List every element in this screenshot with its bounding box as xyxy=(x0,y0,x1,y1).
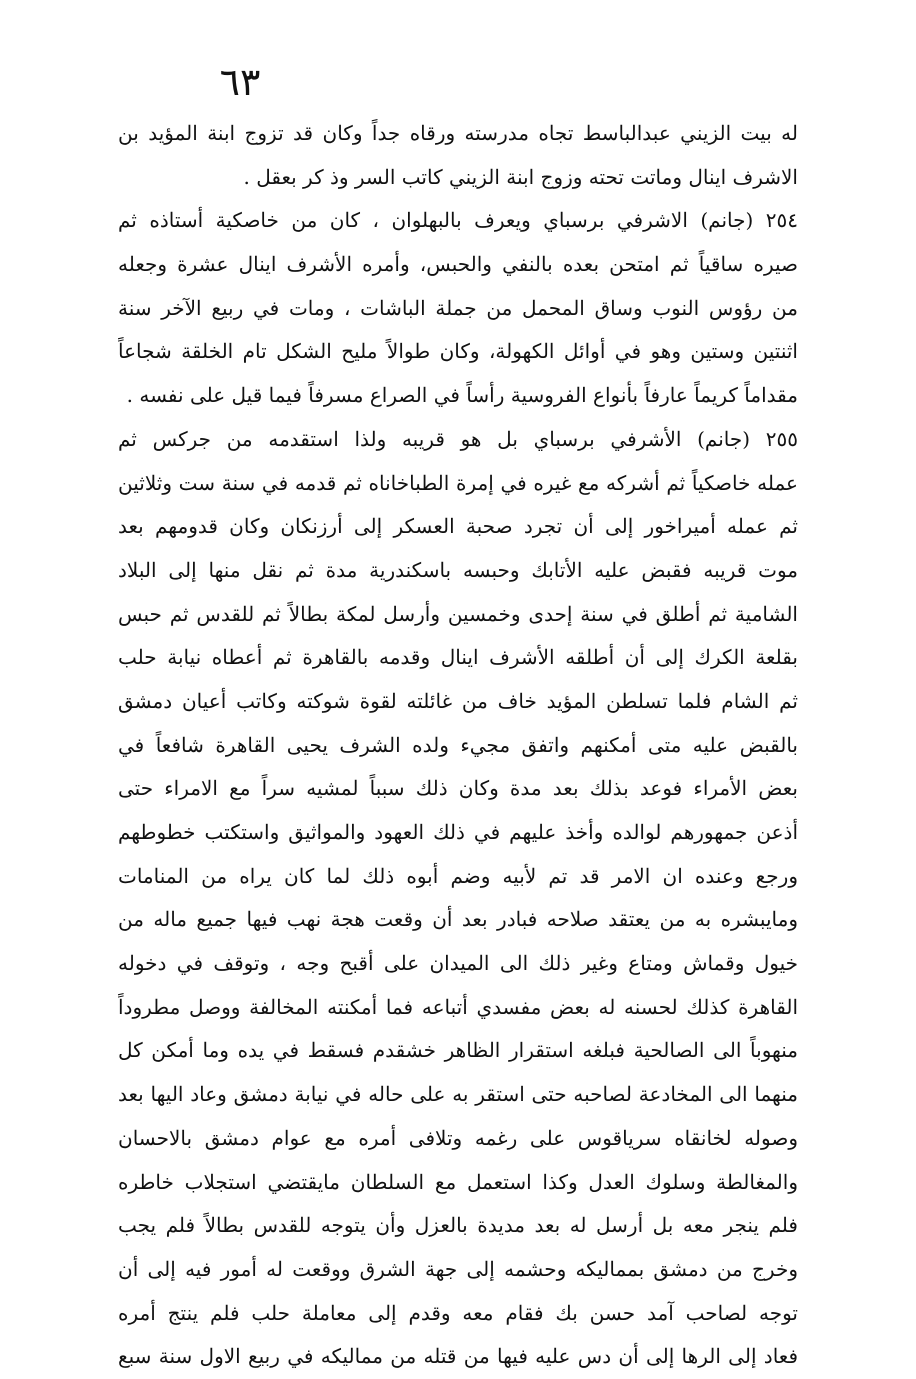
text-line: أذعن جمهورهم لوالده وأخذ عليهم في ذلك العهود والمواثيق واستكتب خطوطهم xyxy=(118,820,798,844)
text-line: فلم ينجر معه بل أرسل له بعد مديدة بالعزل وأن يتوجه للقدس بطالاً فلم يجب xyxy=(118,1213,798,1238)
text-line: ورجع وعنده ان الامر قد تم لأبيه وضم أبوه ذلك لما كان يراه من المنامات xyxy=(118,863,798,888)
text-line: موت قريبه فقبض عليه الأتابك وحبسه باسكندرية مدة ثم نقل منها إلى البلاد xyxy=(118,557,798,582)
text-line: ومايبشره به من يعتقد صلاحه فبادر بعد أن وقعت هجة نهب فيها جميع ماله من xyxy=(118,907,798,932)
body-text xyxy=(118,112,798,1379)
text-line: والمغالطة وسلوك العدل وكذا استعمل مع السلطان مايقتضي استجلاب خاطره xyxy=(118,1169,798,1194)
entry-254-line: ٢٥٤ (جانم) الاشرفي برسباي ويعرف بالبهلوان ، كان من خاصكية أستاذه ثم xyxy=(118,208,798,233)
text-line: بعض الأمراء فوعد بذلك بعد مدة وكان ذلك سبباً لمشيه سراً مع الامراء حتى xyxy=(118,776,798,801)
text-line: خيول وقماش ومتاع وغير ذلك الى الميدان على أقبح وجه ، وتوقف في دخوله xyxy=(118,951,798,976)
text-line: وصوله لخانقاه سرياقوس على رغمه وتلافى أمره مع عوام دمشق بالاحسان xyxy=(118,1125,798,1150)
text-line: ثم عمله أميراخور إلى أن تجرد صحبة العسكر إلى أرزنكان وكان قدومهم بعد xyxy=(118,514,798,539)
text-line: الاشرف اينال وماتت تحته وزوج ابنة الزيني كاتب السر وذ كر بعقل . xyxy=(243,164,798,189)
text-line: فعاد إلى الرها إلى أن دس عليه فيها من قتله من مماليكه في ربيع الاول سنة سبع xyxy=(118,1344,798,1369)
text-line: الشامية ثم أطلق في سنة إحدى وخمسين وأرسل لمكة بطالاً ثم للقدس ثم حبس xyxy=(118,601,798,626)
text-line: ثم الشام فلما تسلطن المؤيد خاف من غائلته لقوة شوكته وكاتب أعيان دمشق xyxy=(118,688,798,713)
text-line: اثنتين وستين وهو في أوائل الكهولة، وكان طوالاً مليح الشكل تام الخلقة شجاعاً xyxy=(118,339,798,364)
text-line: القاهرة كذلك لحسنه له بعض مفسدي أتباعه فما أمكنته المخالفة ووصل مطروداً xyxy=(118,994,798,1019)
text-line: بقلعة الكرك إلى أن أطلقه الأشرف اينال وقدمه بالقاهرة ثم أعطاه نيابة حلب xyxy=(118,645,798,670)
entry-255-line: ٢٥٥ (جانم) الأشرفي برسباي بل هو قريبه ولذا استقدمه من جركس ثم xyxy=(118,426,798,451)
text-line: صيره ساقياً ثم امتحن بعده بالنفي والحبس، وأمره الأشرف اينال عشرة وجعله xyxy=(118,252,798,277)
text-line: مقداماً كريماً عارفاً بأنواع الفروسية رأساً في الصراع مسرفاً فيما قيل على نفسه . xyxy=(126,383,798,408)
text-line: وخرج من دمشق بمماليكه وحشمه إلى جهة الشرق ووقعت له أمور فيه إلى أن xyxy=(118,1256,798,1281)
text-line: توجه لصاحب آمد حسن بك فقام معه وقدم إلى معاملة حلب فلم ينتج أمره xyxy=(118,1300,798,1325)
text-line: عمله خاصكياً ثم أشركه مع غيره في إمرة الطباخاناه ثم قدمه في سنة ست وثلاثين xyxy=(118,470,798,495)
page-number: ٦٣ xyxy=(219,60,261,104)
text-line: منهما الى المخادعة لصاحبه حتى استقر به على حاله في نيابة دمشق وعاد اليها بعد xyxy=(118,1082,798,1107)
text-line: من رؤوس النوب وساق المحمل من جملة الباشات ، ومات في ربيع الآخر سنة xyxy=(118,295,798,320)
text-line: منهوباً الى الصالحية فبلغه استقرار الظاهر خشقدم فسقط في يده وما أمكن كل xyxy=(118,1038,798,1063)
text-line: له بيت الزيني عبدالباسط تجاه مدرسته ورقاه جداً وكان قد تزوج ابنة المؤيد بن xyxy=(118,121,798,145)
text-line: بالقبض عليه متى أمكنهم واتفق مجيء ولده الشرف يحيى القاهرة شافعاً في xyxy=(118,732,798,757)
